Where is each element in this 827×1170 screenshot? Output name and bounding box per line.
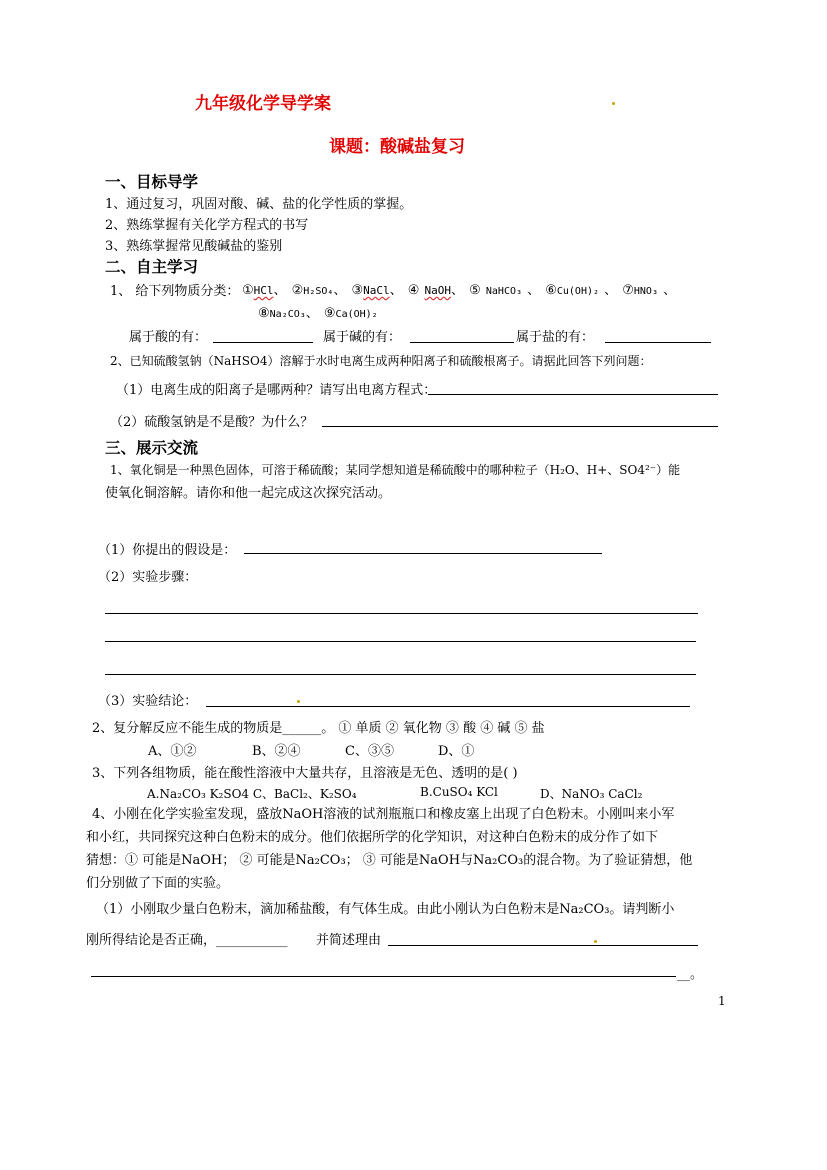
- stray-dot: [612, 102, 615, 105]
- substance-number: ②: [291, 283, 304, 298]
- hypothesis-label: （1）你提出的假设是：: [98, 543, 237, 558]
- paragraph-line: 们分别做了下面的实验。: [86, 876, 230, 891]
- separator: 、: [604, 283, 618, 298]
- section-heading-self-study: 二、自主学习: [105, 258, 199, 276]
- goal-item: 1、通过复习，巩固对酸、碱、盐的化学性质的掌握。: [105, 197, 413, 212]
- base-answer-blank[interactable]: [410, 342, 514, 343]
- section-heading-exchange: 三、展示交流: [105, 439, 199, 457]
- reason-answer-blank[interactable]: [388, 945, 698, 946]
- conclusion-label: （3）实验结论：: [98, 694, 198, 709]
- stray-dot: [594, 940, 597, 943]
- page-title: 九年级化学导学案: [195, 94, 331, 114]
- question-text: 1、氧化铜是一种黑色固体，可溶于稀硫酸；某同学想知道是稀硫酸中的哪种粒子（H₂O、H+、SO4²⁻）能: [110, 463, 681, 477]
- substance-formula: Cu(OH)₂: [556, 286, 600, 297]
- line-end-mark: __。: [677, 967, 704, 982]
- question-text: 并简述理由: [316, 933, 382, 948]
- question-text: 3、下列各组物质，能在酸性溶液中大量共存，且溶液是无色、透明的是( ): [92, 766, 518, 781]
- question-text: 1、 给下列物质分类：: [110, 284, 240, 299]
- question-text: 刚所得结论是否正确，___________: [86, 933, 288, 948]
- hypothesis-answer-blank[interactable]: [244, 553, 602, 554]
- substance-formula: NaHCO₃: [485, 286, 523, 297]
- steps-label: （2）实验步骤：: [98, 570, 198, 585]
- substance-formula: HCl: [253, 284, 274, 297]
- question-text: （2）硫酸氢钠是不是酸？为什么？: [110, 415, 314, 430]
- separator: 、: [333, 283, 347, 298]
- substance-list-line2: [258, 302, 378, 321]
- option-b: B.CuSO₄ KCl: [420, 785, 498, 799]
- goal-item: 3、熟练掌握常见酸碱盐的鉴别: [105, 239, 283, 254]
- stray-dot: [297, 700, 300, 703]
- separator: 、: [663, 283, 677, 298]
- substance-number: ⑦: [622, 283, 634, 298]
- substance-number: ⑧: [258, 306, 270, 321]
- steps-answer-line[interactable]: [105, 641, 696, 642]
- separator: 、: [305, 306, 319, 321]
- substance-number: ⑥: [545, 283, 557, 298]
- acid-reason-answer-blank[interactable]: [322, 426, 718, 427]
- option-a: A、①②: [148, 744, 197, 759]
- steps-answer-line[interactable]: [105, 674, 696, 675]
- acid-answer-blank[interactable]: [213, 342, 313, 343]
- question-text: （1）电离生成的阳离子是哪两种？请写出电离方程式：: [116, 383, 437, 398]
- paragraph-line: 4、小刚在化学实验室发现，盛放NaOH溶液的试剂瓶瓶口和橡皮塞上出现了白色粉末。小刚叫来小军: [92, 807, 675, 822]
- substance-formula: Na₂CO₃: [269, 309, 306, 320]
- base-label: 属于碱的有：: [323, 330, 402, 345]
- question-text: 使氧化铜溶解。请你和他一起完成这次探究活动。: [105, 486, 392, 501]
- separator: 、: [451, 283, 465, 298]
- substance-list-line1: [242, 279, 676, 298]
- ionization-answer-blank[interactable]: [428, 394, 718, 395]
- reason-answer-line[interactable]: [91, 976, 676, 977]
- substance-formula: Ca(OH)₂: [335, 309, 378, 320]
- paragraph-line: 和小红，共同探究这种白色粉末的成分。他们依据所学的化学知识，对这种白色粉末的成分作了如下: [86, 830, 659, 845]
- salt-label: 属于盐的有：: [516, 330, 595, 345]
- substance-formula: NaCl: [363, 284, 390, 297]
- paragraph-line: 猜想：① 可能是NaOH； ② 可能是Na₂CO₃； ③ 可能是NaOH与Na₂CO₃的混合物。为了验证猜想，他: [86, 853, 693, 868]
- substance-number: ①: [242, 283, 254, 298]
- acid-label: 属于酸的有：: [129, 330, 208, 345]
- substance-formula: H₂SO₄: [303, 286, 334, 297]
- separator: 、: [389, 283, 403, 298]
- substance-number: ④: [407, 283, 420, 298]
- lesson-subject: 课题：酸碱盐复习: [329, 137, 465, 157]
- question-text: 2、已知硫酸氢钠（NaHSO4）溶解于水时电离生成两种阳离子和硫酸根离子。请据此回答下列问题：: [110, 354, 652, 368]
- goal-item: 2、熟练掌握有关化学方程式的书写: [105, 218, 309, 233]
- option-d: D、①: [438, 744, 475, 759]
- substance-number: ⑨: [323, 306, 336, 321]
- conclusion-answer-blank[interactable]: [206, 706, 690, 707]
- salt-answer-blank[interactable]: [605, 342, 711, 343]
- option-c: C、③⑤: [345, 744, 394, 759]
- separator: 、: [527, 283, 541, 298]
- question-text: 2、复分解反应不能生成的物质是______。 ① 单质 ② 氧化物 ③ 酸 ④ 碱 ⑤ 盐: [92, 721, 545, 736]
- separator: 、: [273, 283, 287, 298]
- option-a-c: A.Na₂CO₃ K₂SO4 C、BaCl₂、K₂SO₄: [147, 787, 357, 801]
- question-text: （1）小刚取少量白色粉末，滴加稀盐酸，有气体生成。由此小刚认为白色粉末是Na₂CO₃。请判断小: [96, 902, 675, 917]
- substance-number: ⑤: [469, 283, 481, 298]
- substance-formula: NaOH: [424, 284, 452, 297]
- substance-formula: HNO₃: [633, 286, 658, 297]
- option-d: D、NaNO₃ CaCl₂: [540, 787, 643, 801]
- option-b: B、②④: [252, 744, 301, 759]
- section-heading-goals: 一、目标导学: [105, 173, 199, 191]
- page-number: 1: [718, 994, 726, 1008]
- steps-answer-line[interactable]: [105, 613, 698, 614]
- substance-number: ③: [351, 283, 364, 298]
